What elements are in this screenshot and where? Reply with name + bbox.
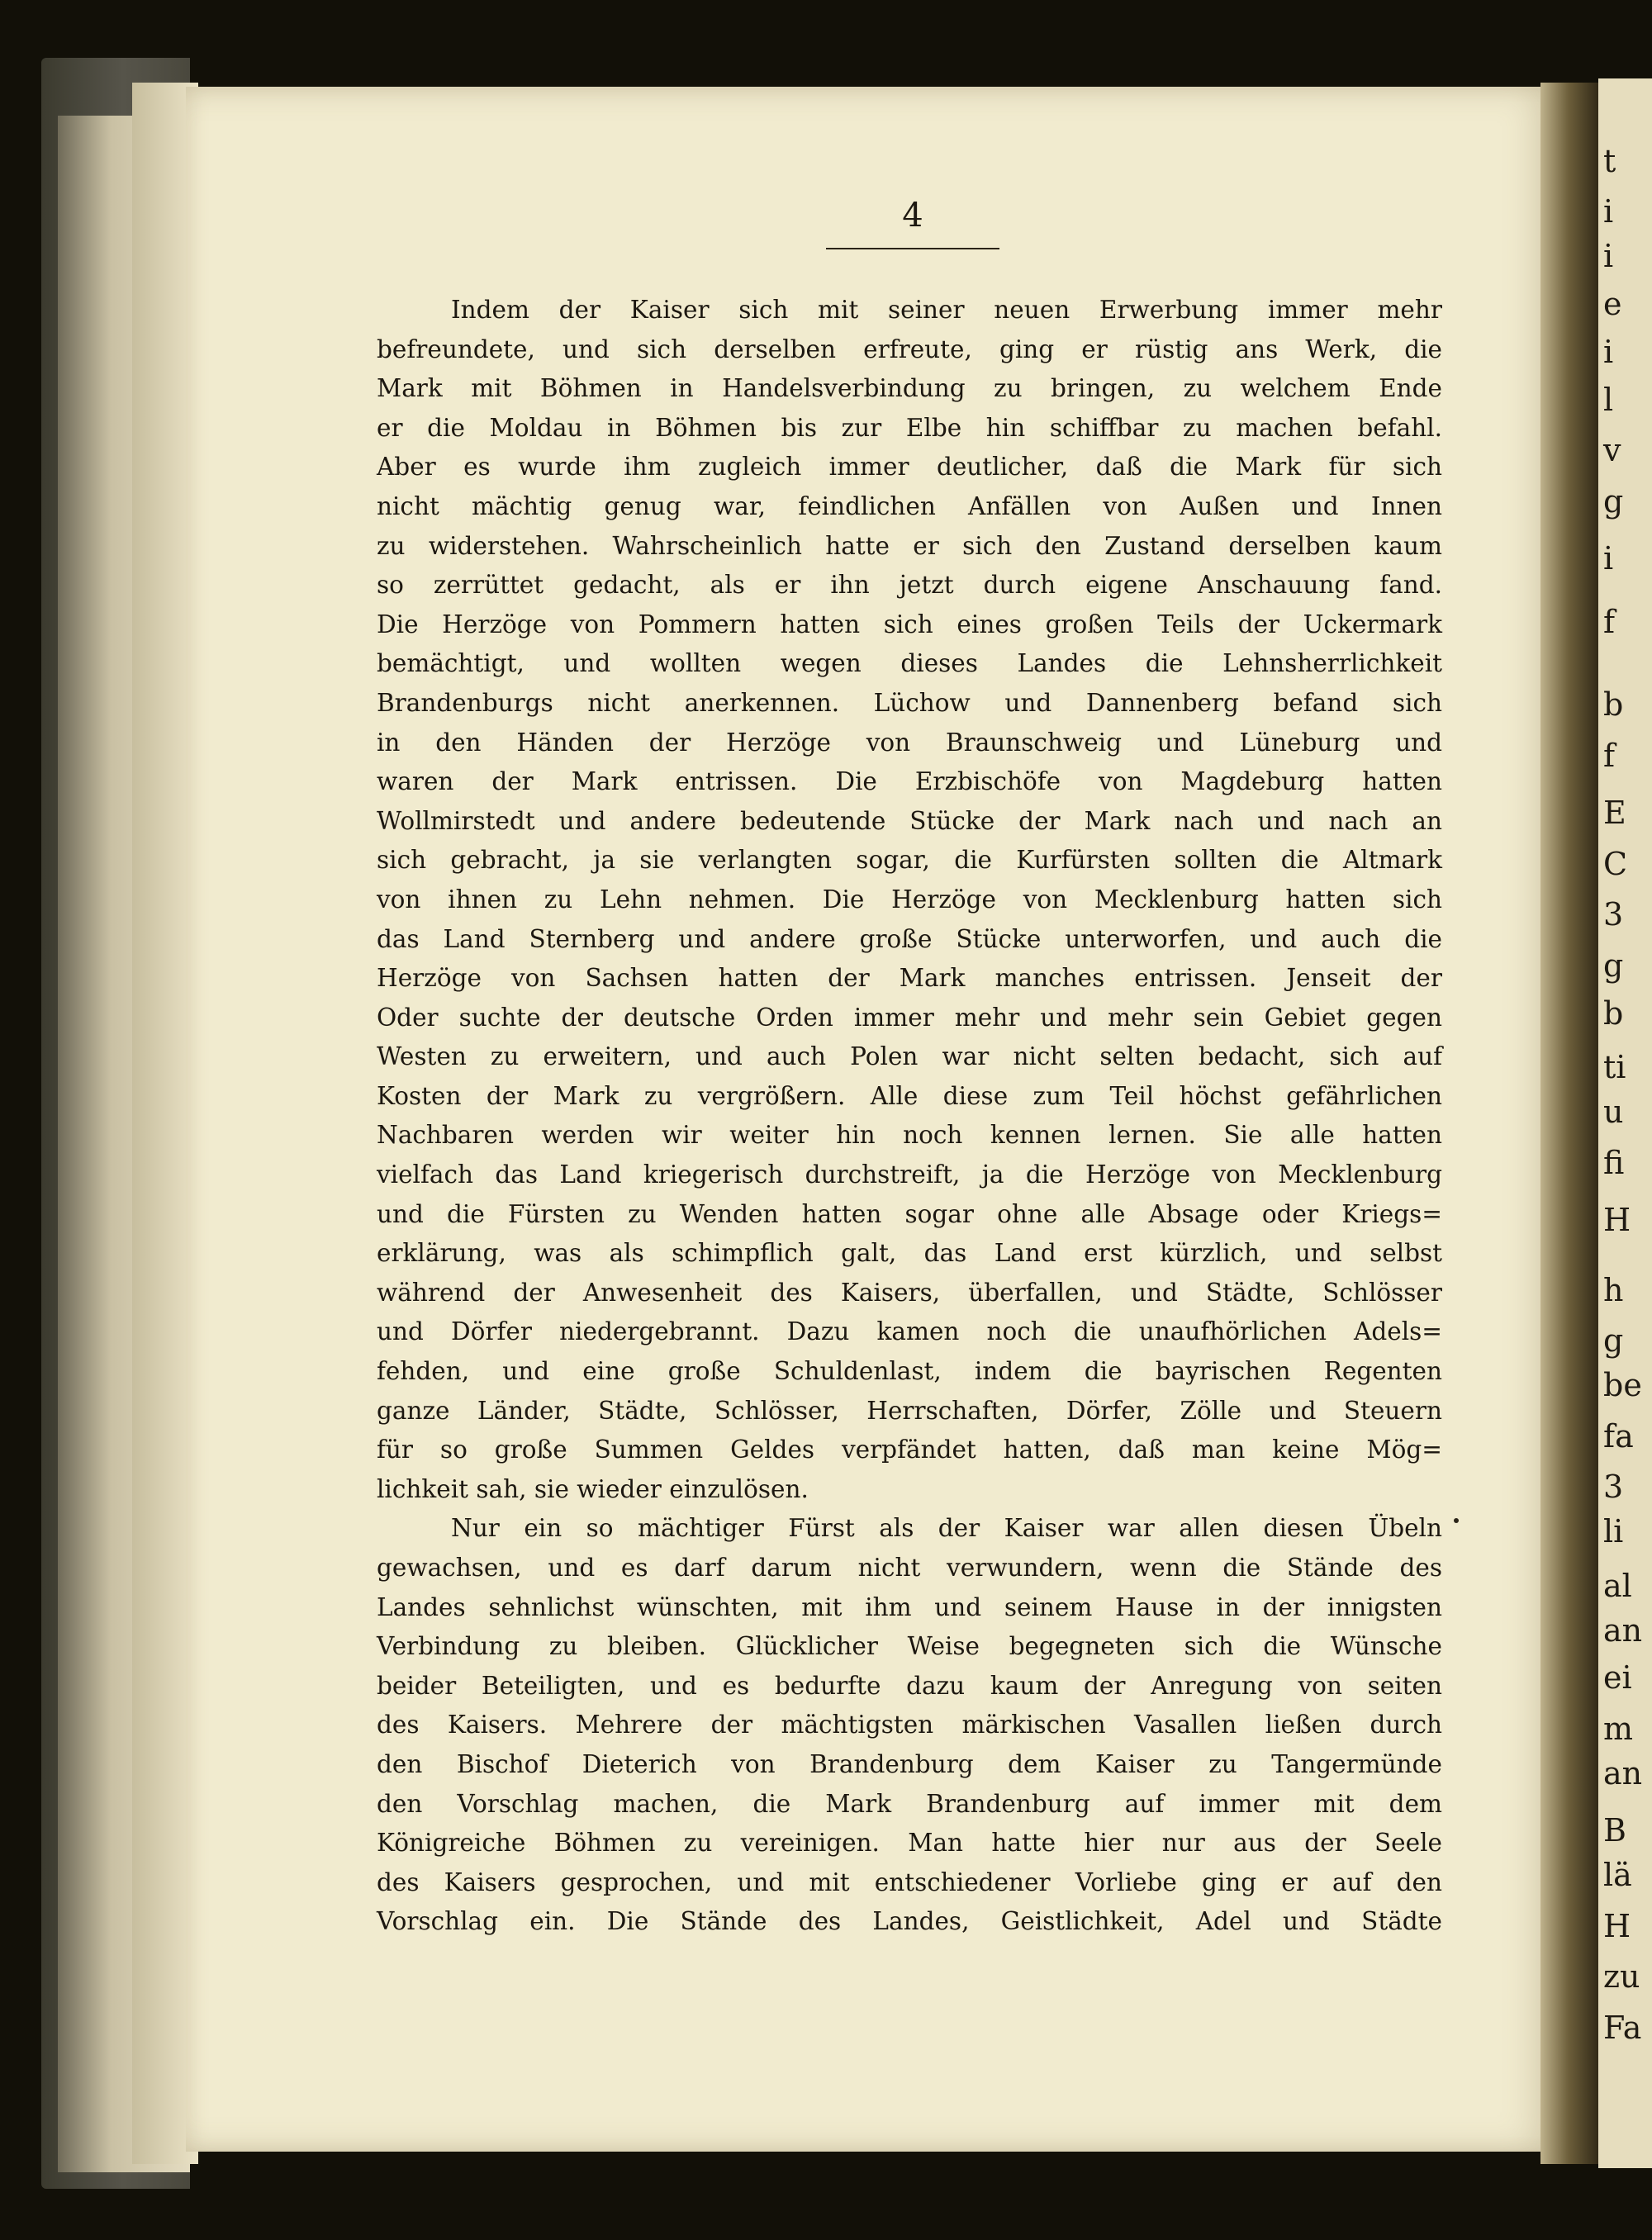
text-line: fehden, und eine große Schuldenlast, indem die bayrischen Regenten: [377, 1357, 1442, 1386]
text-line: so zerrüttet gedacht, als er ihn jetzt durch eigene Anschauung fand.: [377, 571, 1442, 600]
text-line: für so große Summen Geldes verpfändet hatten, daß man keine Mög=: [377, 1436, 1442, 1464]
facing-page-fragment: t: [1603, 142, 1616, 179]
facing-page-fragment: an: [1603, 1754, 1643, 1792]
header-rule: [826, 248, 999, 249]
facing-page-fragment: l: [1603, 381, 1614, 418]
facing-page-fragment: al: [1603, 1567, 1632, 1604]
text-line: zu widerstehen. Wahrscheinlich hatte er sich den Zustand derselben kaum: [377, 531, 1442, 560]
facing-page-fragment: h: [1603, 1271, 1624, 1308]
facing-page-fragment: ti: [1603, 1049, 1626, 1086]
facing-page-fragment: ei: [1603, 1659, 1632, 1697]
facing-page-fragment: g: [1603, 947, 1624, 984]
facing-page-fragment: m: [1603, 1710, 1634, 1747]
text-line: Königreiche Böhmen zu vereinigen. Man hatte hier nur aus der Seele: [377, 1829, 1442, 1858]
facing-page-fragment: f: [1603, 604, 1616, 641]
text-line: Wollmirstedt und andere bedeutende Stücke der Mark nach und nach an: [377, 806, 1442, 835]
facing-page-fragment: an: [1603, 1611, 1643, 1649]
text-line: befreundete, und sich derselben erfreute, ging er rüstig ans Werk, die: [377, 335, 1442, 363]
text-line: in den Händen der Herzöge von Braunschweig und Lüneburg und: [377, 728, 1442, 757]
text-line: sich gebracht, ja sie verlangten sogar, die Kurfürsten sollten die Altmark: [377, 846, 1442, 875]
facing-page-fragment: fi: [1603, 1144, 1625, 1181]
text-line: ganze Länder, Städte, Schlösser, Herrschaften, Dörfer, Zölle und Steuern: [377, 1396, 1442, 1425]
text-line: das Land Sternberg und andere große Stücke unterworfen, und auch die: [377, 924, 1442, 953]
facing-page-fragment: g: [1603, 482, 1624, 520]
text-line: gewachsen, und es darf darum nicht verwundern, wenn die Stände des: [377, 1554, 1442, 1582]
page-number: 4: [902, 197, 923, 235]
facing-page-fragment: E: [1603, 795, 1626, 832]
facing-page-fragment: b: [1603, 994, 1624, 1032]
facing-page-fragment: i: [1603, 238, 1614, 275]
facing-page-fragment: i: [1603, 333, 1614, 370]
text-line: Vorschlag ein. Die Stände des Landes, Geistlichkeit, Adel und Städte: [377, 1907, 1442, 1936]
text-line: Indem der Kaiser sich mit seiner neuen Erwerbung immer mehr: [451, 296, 1442, 324]
facing-page-fragment: f: [1603, 737, 1616, 774]
facing-page-fragment: 3: [1603, 1469, 1624, 1506]
text-line: nicht mächtig genug war, feindlichen Anfällen von Außen und Innen: [377, 491, 1442, 520]
text-line: beider Beteiligten, und es bedurfte dazu kaum der Anregung von seiten: [377, 1671, 1442, 1700]
facing-page-fragment: 3: [1603, 896, 1624, 933]
facing-page-edge: [1598, 78, 1652, 2168]
text-line: den Vorschlag machen, die Mark Brandenburg auf immer mit dem: [377, 1789, 1442, 1818]
body-text: [377, 291, 1442, 1942]
facing-page-fragment: lä: [1603, 1857, 1632, 1893]
facing-page-fragment: i: [1603, 193, 1614, 230]
text-line: Herzöge von Sachsen hatten der Mark manches entrissen. Jenseit der: [377, 964, 1442, 993]
text-line: und die Fürsten zu Wenden hatten sogar ohne alle Absage oder Kriegs=: [377, 1199, 1442, 1228]
text-line: und Dörfer niedergebrannt. Dazu kamen noch die unaufhörlichen Adels=: [377, 1317, 1442, 1346]
text-line: während der Anwesenheit des Kaisers, überfallen, und Städte, Schlösser: [377, 1278, 1442, 1307]
text-line: Aber es wurde ihm zugleich immer deutlicher, daß die Mark für sich: [377, 453, 1442, 482]
text-line: vielfach das Land kriegerisch durchstreift, ja die Herzöge von Mecklenburg: [377, 1160, 1442, 1189]
text-line: Nachbaren werden wir weiter hin noch kennen lernen. Sie alle hatten: [377, 1121, 1442, 1150]
text-line: er die Moldau in Böhmen bis zur Elbe hin schiffbar zu machen befahl.: [377, 413, 1442, 442]
ink-dot: [1454, 1518, 1459, 1523]
book-gutter: [1540, 83, 1602, 2164]
text-line: Landes sehnlichst wünschten, mit ihm und seinem Hause in der innigsten: [377, 1592, 1442, 1621]
facing-page-fragment: g: [1603, 1322, 1624, 1360]
facing-page-fragment: H: [1603, 1201, 1631, 1238]
text-line: Nur ein so mächtiger Fürst als der Kaiser war allen diesen Übeln: [451, 1514, 1442, 1543]
facing-page-fragment: C: [1603, 845, 1628, 882]
facing-page-fragment: fa: [1603, 1417, 1634, 1455]
text-line: Oder suchte der deutsche Orden immer mehr und mehr sein Gebiet gegen: [377, 1003, 1442, 1032]
text-line: lichkeit sah, sie wieder einzulösen.: [377, 1474, 809, 1503]
text-line: Westen zu erweitern, und auch Polen war nicht selten bedacht, sich auf: [377, 1042, 1442, 1071]
text-line: den Bischof Dieterich von Brandenburg dem Kaiser zu Tangermünde: [377, 1749, 1442, 1778]
text-line: Mark mit Böhmen in Handelsverbindung zu bringen, zu welchem Ende: [377, 374, 1442, 403]
text-line: Brandenburgs nicht anerkennen. Lüchow und Dannenberg befand sich: [377, 688, 1442, 717]
text-line: des Kaisers gesprochen, und mit entschiedener Vorliebe ging er auf den: [377, 1867, 1442, 1896]
text-line: bemächtigt, und wollten wegen dieses Landes die Lehnsherrlichkeit: [377, 649, 1442, 678]
facing-page-fragment: zu: [1603, 1958, 1640, 1996]
text-line: von ihnen zu Lehn nehmen. Die Herzöge von Mecklenburg hatten sich: [377, 885, 1442, 914]
facing-page-fragment: Fa: [1603, 2009, 1642, 2046]
text-line: erklärung, was als schimpflich galt, das Land erst kürzlich, und selbst: [377, 1239, 1442, 1268]
text-line: des Kaisers. Mehrere der mächtigsten märkischen Vasallen ließen durch: [377, 1711, 1442, 1739]
facing-page-fragment: v: [1603, 432, 1621, 469]
facing-page-fragment: H: [1603, 1907, 1631, 1944]
text-line: Kosten der Mark zu vergrößern. Alle diese zum Teil höchst gefährlichen: [377, 1081, 1442, 1110]
facing-page-fragment: u: [1603, 1094, 1624, 1130]
facing-page-fragment: e: [1603, 286, 1622, 323]
text-line: Die Herzöge von Pommern hatten sich eines großen Teils der Uckermark: [377, 610, 1442, 638]
text-line: waren der Mark entrissen. Die Erzbischöfe von Magdeburg hatten: [377, 767, 1442, 796]
facing-page-fragment: i: [1603, 540, 1614, 577]
facing-page-fragment: B: [1603, 1812, 1626, 1849]
text-line: Verbindung zu bleiben. Glücklicher Weise begegneten sich die Wünsche: [377, 1632, 1442, 1661]
facing-page-fragment: li: [1603, 1513, 1624, 1550]
facing-page-fragment: b: [1603, 686, 1624, 724]
facing-page-fragment: be: [1603, 1367, 1642, 1404]
